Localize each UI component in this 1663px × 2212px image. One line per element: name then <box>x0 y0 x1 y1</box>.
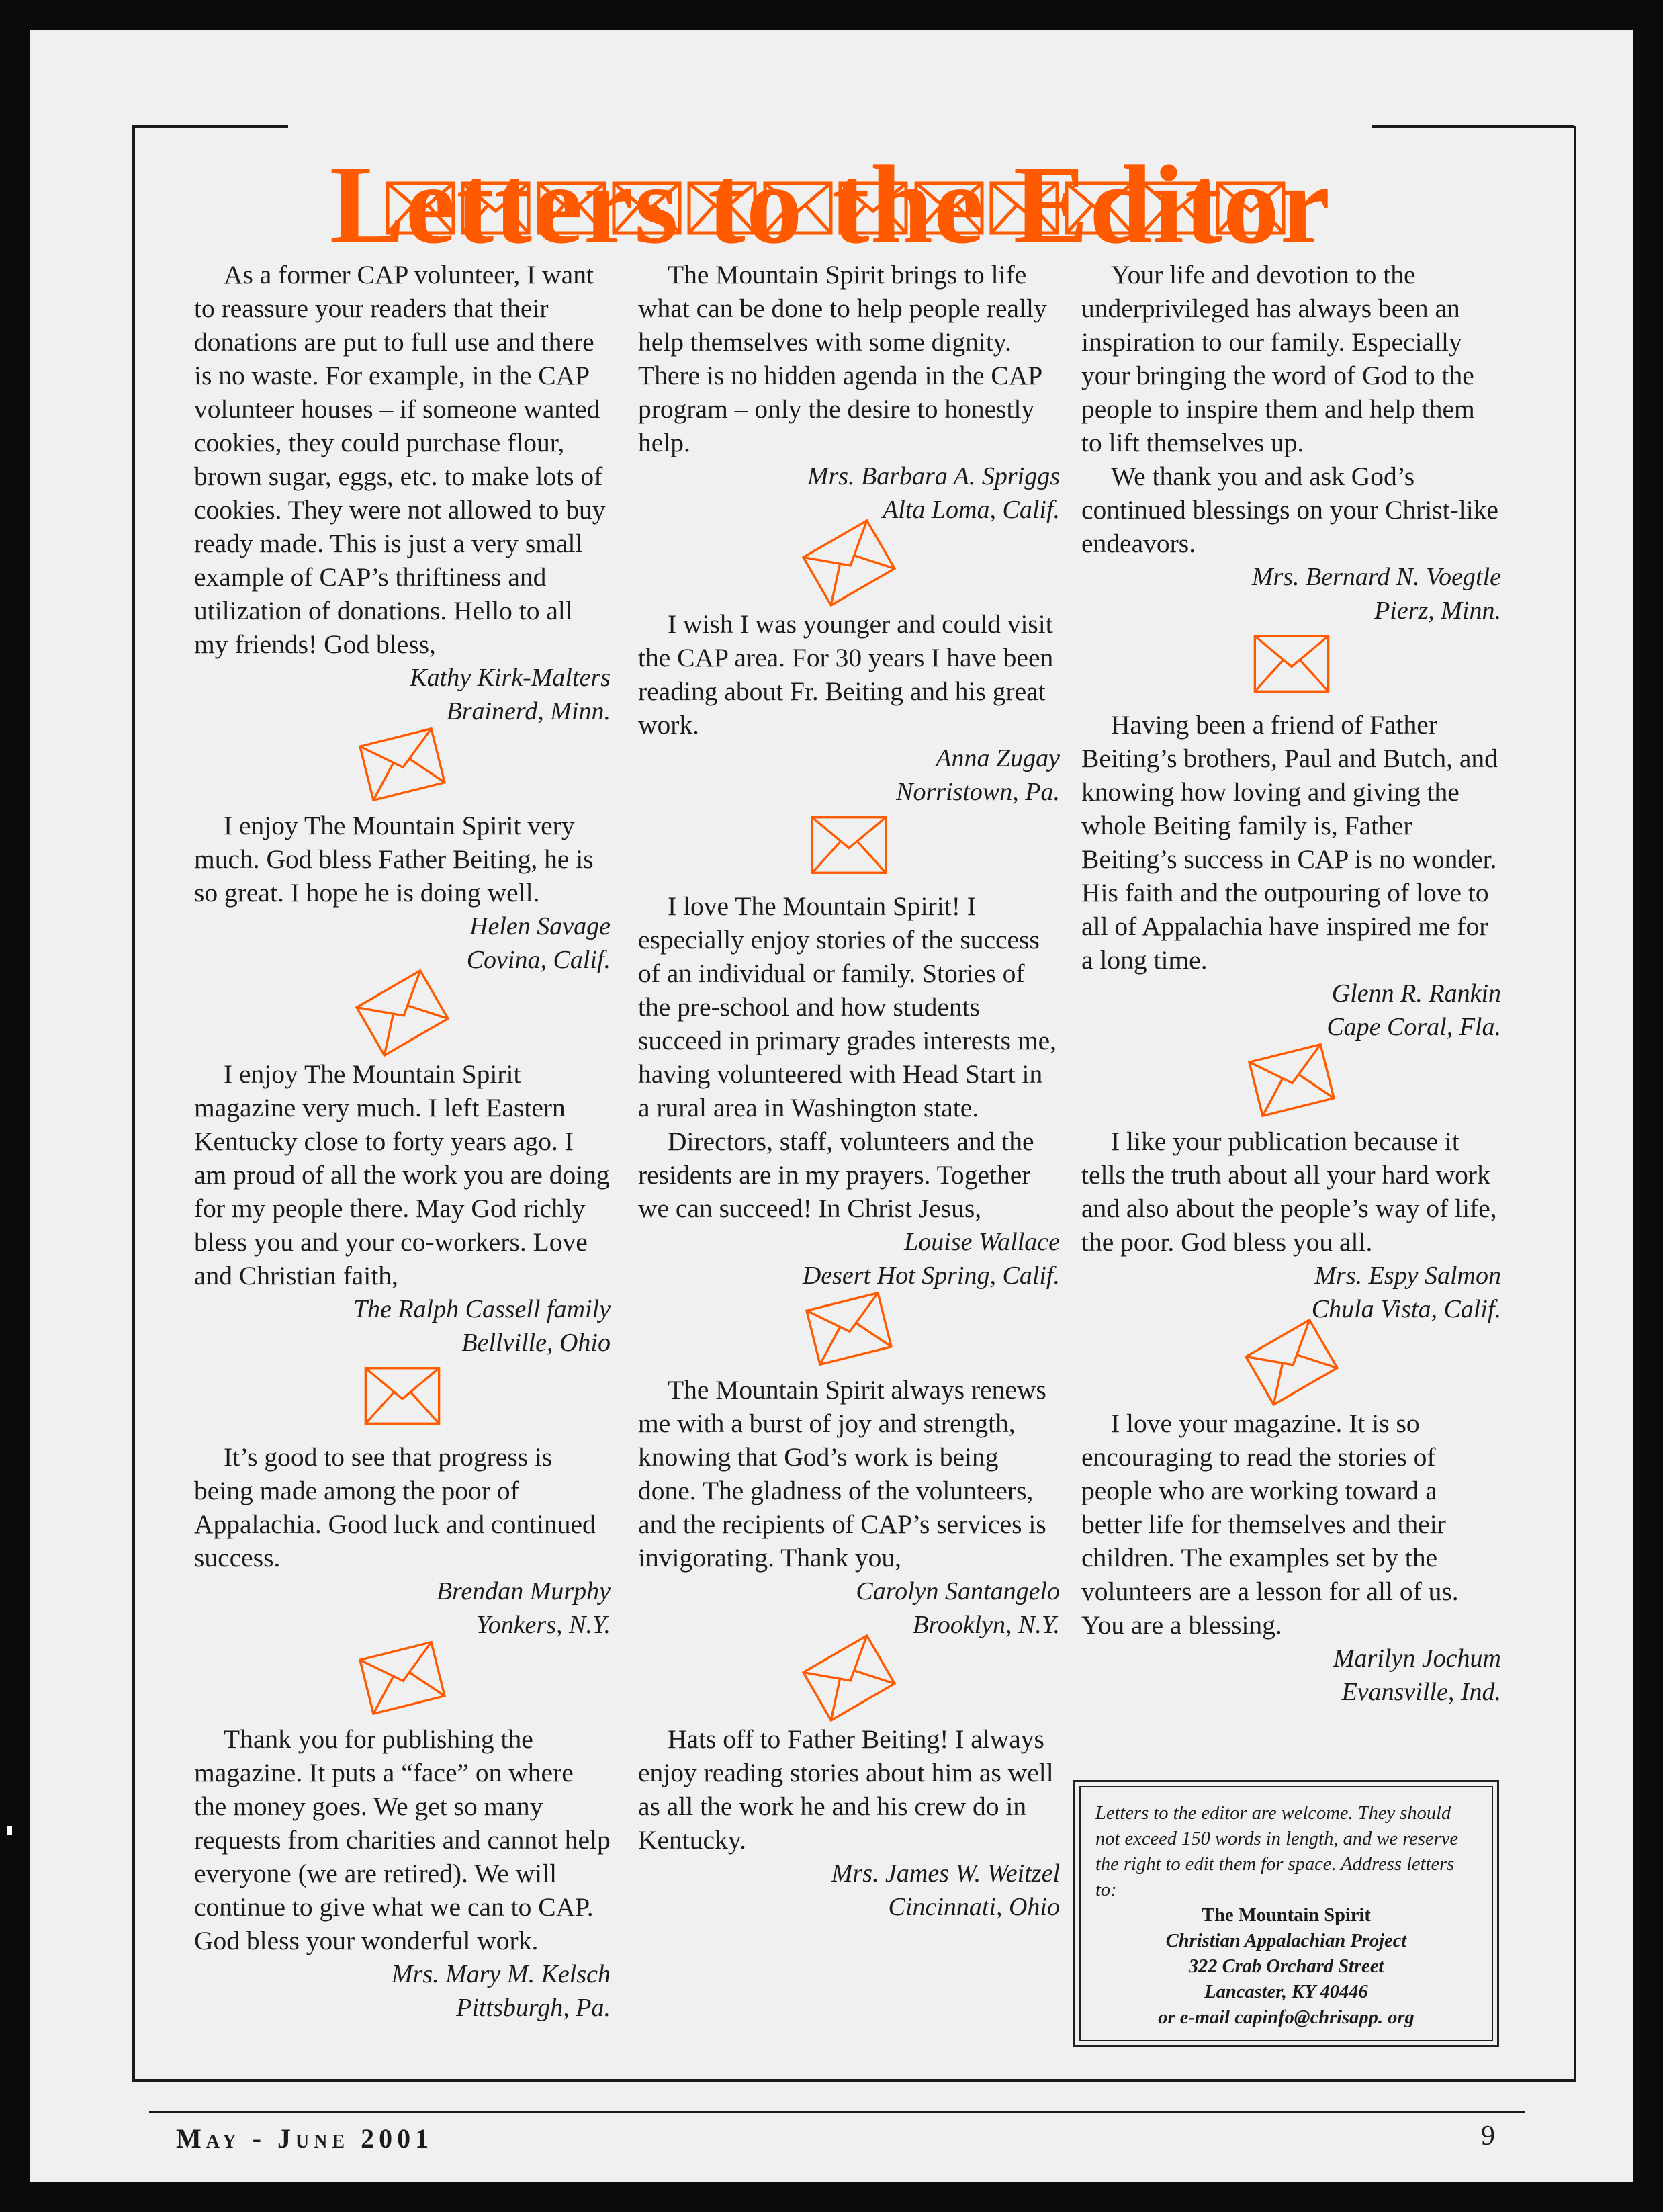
envelope-icon <box>800 517 898 609</box>
letter-location: Covina, Calif. <box>466 946 611 974</box>
letter-author: Kathy Kirk-Malters <box>410 664 611 692</box>
letter-location: Pittsburgh, Pa. <box>456 1994 611 2022</box>
letter-text: Your life and devotion to the underprivileged has always been an inspiration to our family. Especially your bringing the word of God to the people to inspire them and help them to lift themselves up. <box>1081 260 1475 457</box>
letter-author: Mrs. Barbara A. Spriggs <box>807 462 1060 490</box>
envelope-icon <box>989 181 1059 235</box>
envelope-divider <box>638 814 1060 876</box>
letter-author: Mrs. Bernard N. Voegtle <box>1251 563 1501 591</box>
letter <box>638 607 1060 809</box>
envelope-icon <box>357 725 448 803</box>
envelope-icon <box>800 1632 898 1724</box>
letter-location: Brainerd, Minn. <box>446 697 611 725</box>
envelope-icon <box>1242 1316 1340 1409</box>
letter-text: The Mountain Spirit always renews me with a burst of joy and strength, knowing that God’s work is being done. The gladness of the volunteers, and the recipients of CAP’s services is invigorating. Thank you, <box>638 1375 1046 1573</box>
letter-author: Carolyn Santangelo <box>856 1577 1060 1605</box>
envelope-divider <box>638 532 1060 594</box>
envelope-icon <box>1065 181 1134 235</box>
envelope-icon <box>612 181 682 235</box>
envelope-icon <box>1140 181 1210 235</box>
address-line: 322 Crab Orchard Street <box>1188 1956 1384 1977</box>
letter <box>194 809 611 977</box>
envelope-icon <box>804 1289 895 1368</box>
email-address: or e-mail capinfo@chrisapp. org <box>1158 2007 1414 2028</box>
envelope-icon <box>838 181 908 235</box>
letter-text: The Mountain Spirit brings to life what can be done to help people really help themselves with some dignity. There is no hidden agenda in the CAP program – only the desire to honestly help. <box>638 260 1047 457</box>
letter <box>194 1440 611 1642</box>
letter-text: Thank you for publishing the magazine. It puts a “face” on where the money goes. We get so many requests from charities and cannot help everyone (we are retired). We will continue to give what we can to CAP. God bless your wonderful work. <box>194 1724 611 1955</box>
letter-text: Having been a friend of Father Beiting’s brothers, Paul and Butch, and knowing how loving and giving the whole Beiting family is, Father Beiting’s success in CAP is no wonder. His faith and the outpouring of love to all of Appalachia have inspired me for a long time. <box>1081 710 1498 975</box>
address-line: Christian Appalachian Project <box>1165 1931 1407 1951</box>
letter <box>194 1057 611 1360</box>
letter-text: I wish I was younger and could visit the CAP area. For 30 years I have been reading about Fr. Beiting and his great work. <box>638 609 1054 740</box>
letter-location: Chula Vista, Calif. <box>1311 1295 1501 1323</box>
mailing-address <box>1095 1903 1477 2031</box>
submission-note-text: Letters to the editor are welcome. They should not exceed 150 words in length, and we reserve the right to edit them for space. Address letters to: <box>1095 1803 1459 1900</box>
envelope-icon <box>763 181 833 235</box>
envelope-icon <box>353 967 451 1059</box>
envelope-icon <box>461 181 531 235</box>
letter-location: Brooklyn, N.Y. <box>913 1611 1060 1639</box>
letter-author: Mrs. Espy Salmon <box>1314 1262 1501 1290</box>
envelope-icon <box>763 181 833 235</box>
letter-text: Directors, staff, volunteers and the residents are in my prayers. Together we can succeed! In Christ Jesus, <box>638 1126 1034 1223</box>
envelope-icon <box>810 814 888 876</box>
letter-text: I enjoy The Mountain Spirit magazine very much. I left Eastern Kentucky close to forty years ago. I am proud of all the work you are doing for my people there. May God richly bless you and your co-workers. Love and Christian faith, <box>194 1059 610 1290</box>
envelope-icon <box>537 181 606 235</box>
scan-mark <box>7 1826 12 1835</box>
envelope-icon <box>1216 181 1286 235</box>
letter <box>1081 258 1501 627</box>
letter <box>638 889 1060 1292</box>
letter-author: The Ralph Cassell family <box>353 1295 611 1323</box>
letter-author: Glenn R. Rankin <box>1331 979 1501 1008</box>
letter-location: Pierz, Minn. <box>1374 596 1501 625</box>
letter <box>638 258 1060 527</box>
letter-text: I love The Mountain Spirit! I especially enjoy stories of the success of an individual or family. Stories of the pre-school and how students succeed in primary grades interests me, having volunteered with Head Start in a rural area in Washington state. <box>638 891 1057 1122</box>
envelope-stamp-row <box>386 181 1286 235</box>
envelope-icon <box>612 181 682 235</box>
envelope-divider <box>1081 1049 1501 1111</box>
letter <box>194 1722 611 2025</box>
letter <box>1081 1124 1501 1326</box>
letter-author: Anna Zugay <box>936 744 1060 772</box>
address-line: The Mountain Spirit <box>1202 1905 1371 1926</box>
submission-note-box <box>1073 1780 1499 2047</box>
page-number: 9 <box>1481 2121 1495 2152</box>
envelope-divider <box>638 1647 1060 1709</box>
envelope-divider <box>638 1298 1060 1360</box>
letter-author: Marilyn Jochum <box>1333 1644 1501 1673</box>
issue-date: May - June 2001 <box>176 2123 434 2154</box>
letters-column-2 <box>638 258 1060 1924</box>
envelope-icon <box>687 181 757 235</box>
letters-column-1 <box>194 258 611 2025</box>
envelope-icon <box>1216 181 1286 235</box>
letter <box>1081 708 1501 1044</box>
letter <box>194 258 611 728</box>
envelope-icon <box>838 181 908 235</box>
letter-location: Norristown, Pa. <box>896 778 1060 806</box>
envelope-icon <box>1253 633 1331 695</box>
envelope-icon <box>363 1365 441 1427</box>
envelope-icon <box>357 1638 448 1717</box>
envelope-icon <box>1140 181 1210 235</box>
letter-author: Louise Wallace <box>904 1228 1060 1256</box>
envelope-divider <box>1081 633 1501 695</box>
letter-author: Mrs. James W. Weitzel <box>831 1859 1060 1888</box>
envelope-divider <box>194 982 611 1044</box>
letter-location: Bellville, Ohio <box>461 1329 611 1357</box>
letter-text: I enjoy The Mountain Spirit very much. God bless Father Beiting, he is so great. I hope he is doing well. <box>194 811 594 908</box>
letter-location: Desert Hot Spring, Calif. <box>802 1262 1060 1290</box>
footer-rule <box>149 2111 1525 2113</box>
letter-location: Cincinnati, Ohio <box>888 1893 1060 1921</box>
letter-text: We thank you and ask God’s continued blessings on your Christ-like endeavors. <box>1081 461 1498 558</box>
letter-location: Cape Coral, Fla. <box>1327 1013 1501 1041</box>
envelope-icon <box>687 181 757 235</box>
letter-author: Brendan Murphy <box>436 1577 611 1605</box>
envelope-icon <box>1246 1041 1337 1119</box>
letters-column-3 <box>1081 258 1501 1709</box>
envelope-divider <box>1081 1331 1501 1393</box>
letter-text: As a former CAP volunteer, I want to reassure your readers that their donations are put to full use and there is no waste. For example, in the CAP volunteer houses – if someone wanted cookies, they could purchase flour, brown sugar, eggs, etc. to make lots of cookies. They were not allowed to buy ready made. This is just a very small example of CAP’s thriftiness and utilization of donations. Hello to all my friends! God bless, <box>194 260 606 659</box>
letter-author: Helen Savage <box>469 912 611 940</box>
envelope-icon <box>386 181 455 235</box>
envelope-icon <box>989 181 1059 235</box>
letter <box>638 1722 1060 1924</box>
letter <box>1081 1407 1501 1709</box>
envelope-divider <box>194 1365 611 1427</box>
letter-location: Yonkers, N.Y. <box>476 1611 611 1639</box>
envelope-icon <box>914 181 984 235</box>
envelope-icon <box>537 181 606 235</box>
letter-author: Mrs. Mary M. Kelsch <box>391 1960 611 1988</box>
envelope-icon <box>1065 181 1134 235</box>
letter <box>638 1373 1060 1642</box>
envelope-icon <box>386 181 455 235</box>
letter-location: Alta Loma, Calif. <box>883 496 1060 524</box>
envelope-divider <box>194 734 611 795</box>
letter-text: I like your publication because it tells the truth about all your hard work and also about the people’s way of life, the poor. God bless you all. <box>1081 1126 1497 1257</box>
letter-text: Hats off to Father Beiting! I always enjoy reading stories about him as well as all the work he and his crew do in Kentucky. <box>638 1724 1054 1855</box>
address-line: Lancaster, KY 40446 <box>1204 1982 1368 2002</box>
page-title: Letters to the Editor <box>329 142 1331 267</box>
envelope-icon <box>914 181 984 235</box>
letter-location: Evansville, Ind. <box>1341 1678 1501 1706</box>
letter-text: I love your magazine. It is so encouraging to read the stories of people who are working toward a better life for themselves and their children. The examples set by the volunteers are a lesson for all of us. You are a blessing. <box>1081 1409 1459 1640</box>
envelope-icon <box>461 181 531 235</box>
envelope-divider <box>194 1647 611 1709</box>
letter-text: It’s good to see that progress is being made among the poor of Appalachia. Good luck and continued success. <box>194 1442 596 1573</box>
submission-note-inner <box>1079 1786 1493 2041</box>
